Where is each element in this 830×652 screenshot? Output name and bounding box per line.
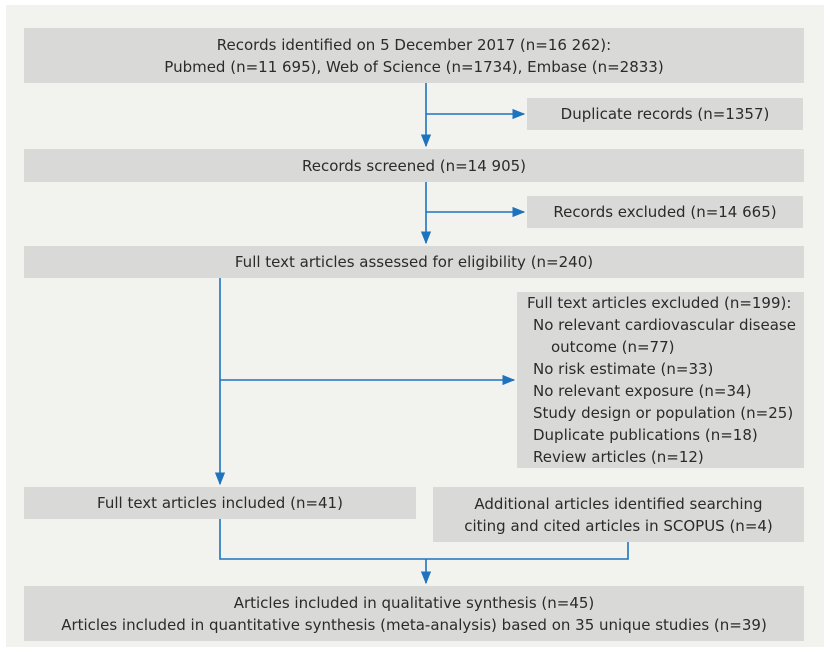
exclusion-reason: No relevant exposure (n=34) <box>533 382 752 400</box>
records-excluded-label: Records excluded (n=14 665) <box>553 203 777 221</box>
duplicate-records-label: Duplicate records (n=1357) <box>560 105 770 123</box>
additional-articles-line-1: Additional articles identified searching <box>474 494 763 513</box>
full-text-included-label: Full text articles included (n=41) <box>97 494 343 512</box>
qualitative-synthesis-line: Articles included in qualitative synthesis (n=45) <box>233 593 595 612</box>
quantitative-synthesis-line: Articles included in quantitative synthesis (meta-analysis) based on 35 unique studies (n=39) <box>61 615 767 634</box>
additional-articles-line-2: citing and cited articles in SCOPUS (n=4) <box>464 516 773 535</box>
merge-connector <box>220 519 628 559</box>
exclusion-reason: No risk estimate (n=33) <box>533 360 714 378</box>
full-text-assessed-label: Full text articles assessed for eligibility (n=240) <box>234 253 594 271</box>
records-screened-label: Records screened (n=14 905) <box>301 156 527 175</box>
full-text-excluded-title: Full text articles excluded (n=199): <box>527 294 792 312</box>
exclusion-reason: Review articles (n=12) <box>533 448 704 466</box>
records-identified-line-1: Records identified on 5 December 2017 (n=16 262): <box>216 35 612 54</box>
exclusion-reason: No relevant cardiovascular disease <box>533 316 796 334</box>
exclusion-reason: outcome (n=77) <box>551 338 675 356</box>
exclusion-reason: Duplicate publications (n=18) <box>533 426 758 444</box>
exclusion-reason: Study design or population (n=25) <box>533 404 794 422</box>
records-identified-line-2: Pubmed (n=11 695), Web of Science (n=1734), Embase (n=2833) <box>164 57 664 76</box>
